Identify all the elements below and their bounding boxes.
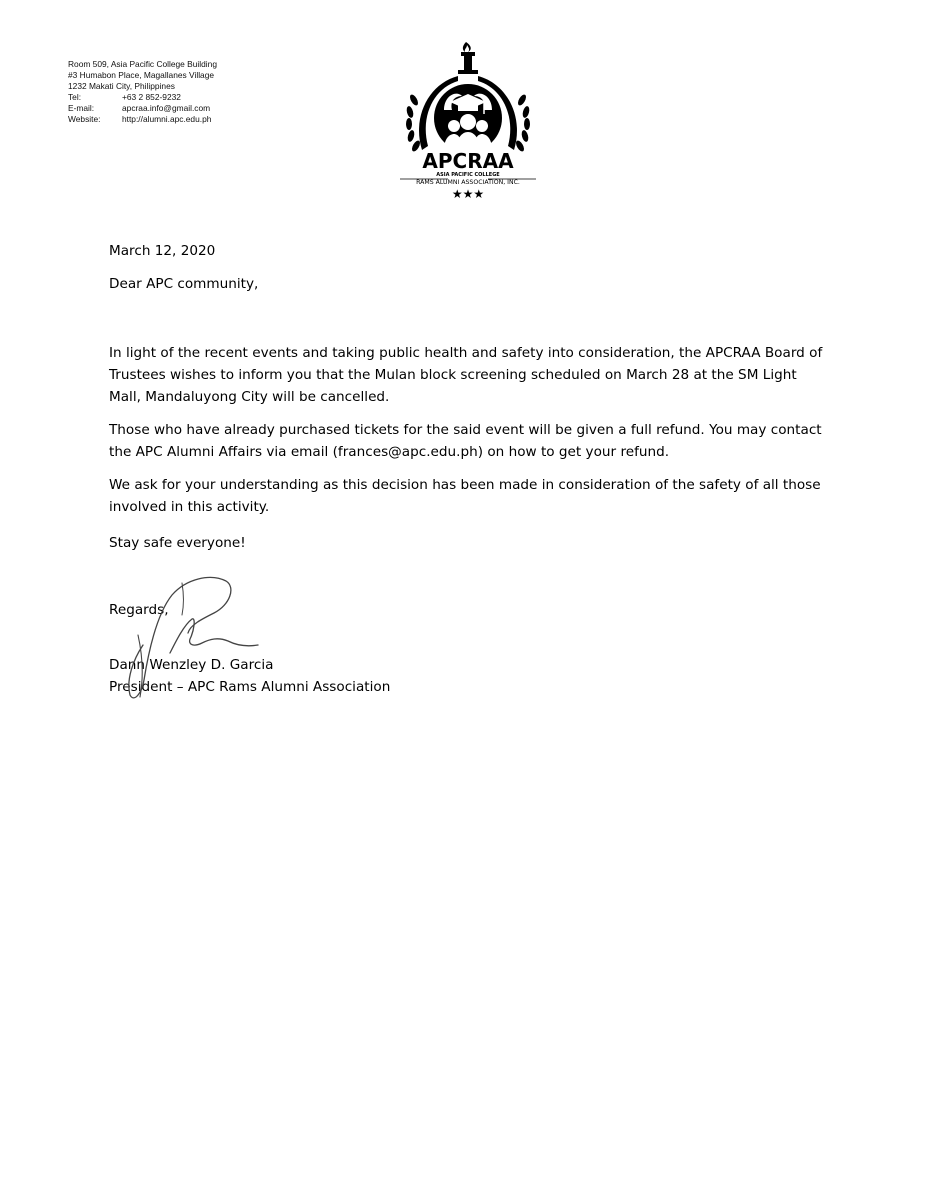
logo-stars: ★★★: [451, 187, 485, 201]
laurel-left-icon: [406, 93, 422, 152]
letterhead-address: [68, 59, 217, 125]
letter-date: March 12, 2020: [109, 243, 216, 259]
paragraph-4: Stay safe everyone!: [109, 535, 246, 551]
paragraph-3: We ask for your understanding as this decision has been made in consideration of the safety of all those involved in this activity.: [109, 477, 821, 515]
torch-flame-icon: [463, 42, 471, 52]
apcraa-logo: [388, 38, 548, 204]
logo-line1: ASIA PACIFIC COLLEGE: [436, 172, 500, 178]
logo-line2: RAMS ALUMNI ASSOCIATION, INC.: [416, 179, 520, 186]
paragraph-1: In light of the recent events and taking public health and safety into consideration, the APCRAA Board of Trustees wishes to inform you that the Mulan block screening scheduled on March 28 at the SM Light Mall, Mandaluyong City will be cancelled.: [109, 345, 823, 405]
address-line-1: Room 509, Asia Pacific College Building: [68, 59, 217, 69]
address-tel: Tel: +63 2 852-9232: [68, 92, 181, 102]
address-website: Website: http://alumni.apc.edu.ph: [68, 114, 212, 124]
address-line-2: #3 Humabon Place, Magallanes Village: [68, 70, 215, 80]
laurel-right-icon: [514, 93, 530, 152]
signer-name: Dann Wenzley D. Garcia: [109, 657, 274, 673]
handwritten-signature: [118, 575, 268, 705]
signer-title: President – APC Rams Alumni Association: [109, 679, 391, 695]
logo-wordmark: APCRAA: [422, 149, 514, 173]
address-line-3: 1232 Makati City, Philippines: [68, 81, 175, 91]
address-email: E-mail: apcraa.info@gmail.com: [68, 103, 211, 113]
closing: Regards,: [109, 602, 169, 618]
salutation: Dear APC community,: [109, 276, 259, 292]
paragraph-2: Those who have already purchased tickets for the said event will be given a full refund. You may contact the APC Alumni Affairs via email (frances@apc.edu.ph) on how to get your refund.: [109, 422, 822, 460]
